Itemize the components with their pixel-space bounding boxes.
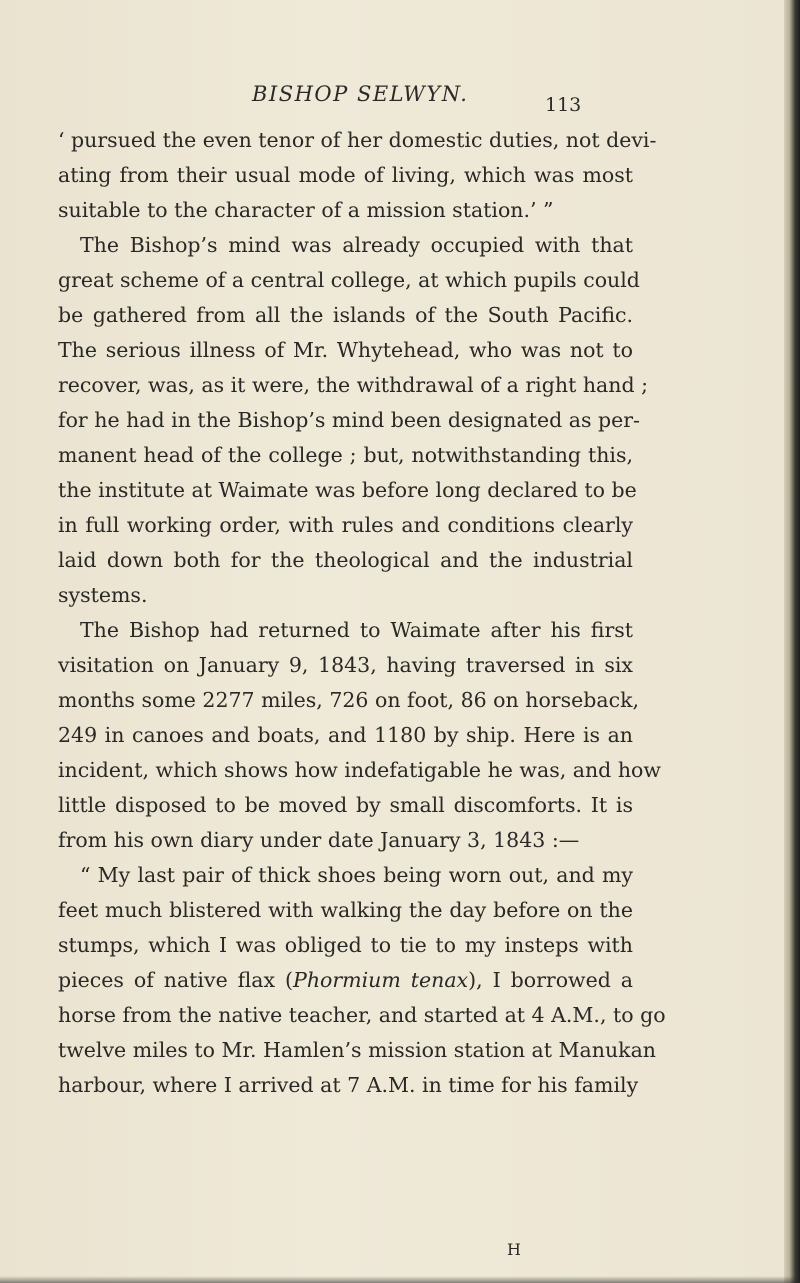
text-line: the institute at Waimate was before long declared to be <box>58 478 637 502</box>
text-line: great scheme of a central college, at which pupils could <box>58 268 640 292</box>
text-line: horse from the native teacher, and started at 4 A.M., to go <box>58 1003 666 1027</box>
bottom-edge-shadow <box>0 1276 800 1283</box>
text-line: months some 2277 miles, 726 on foot, 86 on horseback, <box>58 688 640 712</box>
text-line: “ My last pair of thick shoes being worn out, and my <box>80 863 633 887</box>
text-line: little disposed to be moved by small discomforts. It is <box>58 793 633 817</box>
text-line: ating from their usual mode of living, which was most <box>58 163 633 187</box>
text-line: from his own diary under date January 3, 1843 :— <box>58 828 580 852</box>
signature-mark: H <box>507 1240 523 1259</box>
text-line: feet much blistered with walking the day before on the <box>58 898 633 922</box>
text-line: 249 in canoes and boats, and 1180 by ship. Here is an <box>58 723 633 747</box>
text-line: laid down both for the theological and the industrial <box>58 548 633 572</box>
text-line: recover, was, as it were, the withdrawal of a right hand ; <box>58 373 648 397</box>
text-segment: pieces of native flax ( <box>58 968 294 992</box>
text-line: twelve miles to Mr. Hamlen’s mission station at Manukan <box>58 1038 657 1062</box>
page-edge-shadow <box>784 0 800 1283</box>
text-line: incident, which shows how indefatigable he was, and how <box>58 758 661 782</box>
text-line: ‘ pursued the even tenor of her domestic duties, not devi- <box>58 128 657 152</box>
page-header <box>0 82 800 118</box>
text-line-with-italic <box>58 963 633 998</box>
text-line: suitable to the character of a mission station.’ ” <box>58 198 554 222</box>
text-line: The Bishop’s mind was already occupied with that <box>80 233 633 257</box>
text-line: manent head of the college ; but, notwithstanding this, <box>58 443 633 467</box>
body-text <box>58 123 666 1103</box>
text-line: for he had in the Bishop’s mind been designated as per- <box>58 408 640 432</box>
running-title: BISHOP SELWYN. <box>252 82 469 106</box>
text-segment: ), I borrowed a <box>468 968 633 992</box>
text-line: systems. <box>58 583 148 607</box>
text-line: be gathered from all the islands of the South Pacific. <box>58 303 633 327</box>
italic-phrase: Phormium tenax <box>293 968 469 992</box>
text-line: The serious illness of Mr. Whytehead, who was not to <box>58 338 633 362</box>
text-line: The Bishop had returned to Waimate after his first <box>80 618 633 642</box>
text-line: stumps, which I was obliged to tie to my insteps with <box>58 933 633 957</box>
page-number: 113 <box>545 94 582 116</box>
text-line: visitation on January 9, 1843, having traversed in six <box>58 653 633 677</box>
text-line: harbour, where I arrived at 7 A.M. in time for his family <box>58 1073 639 1097</box>
text-line: in full working order, with rules and conditions clearly <box>58 513 633 537</box>
